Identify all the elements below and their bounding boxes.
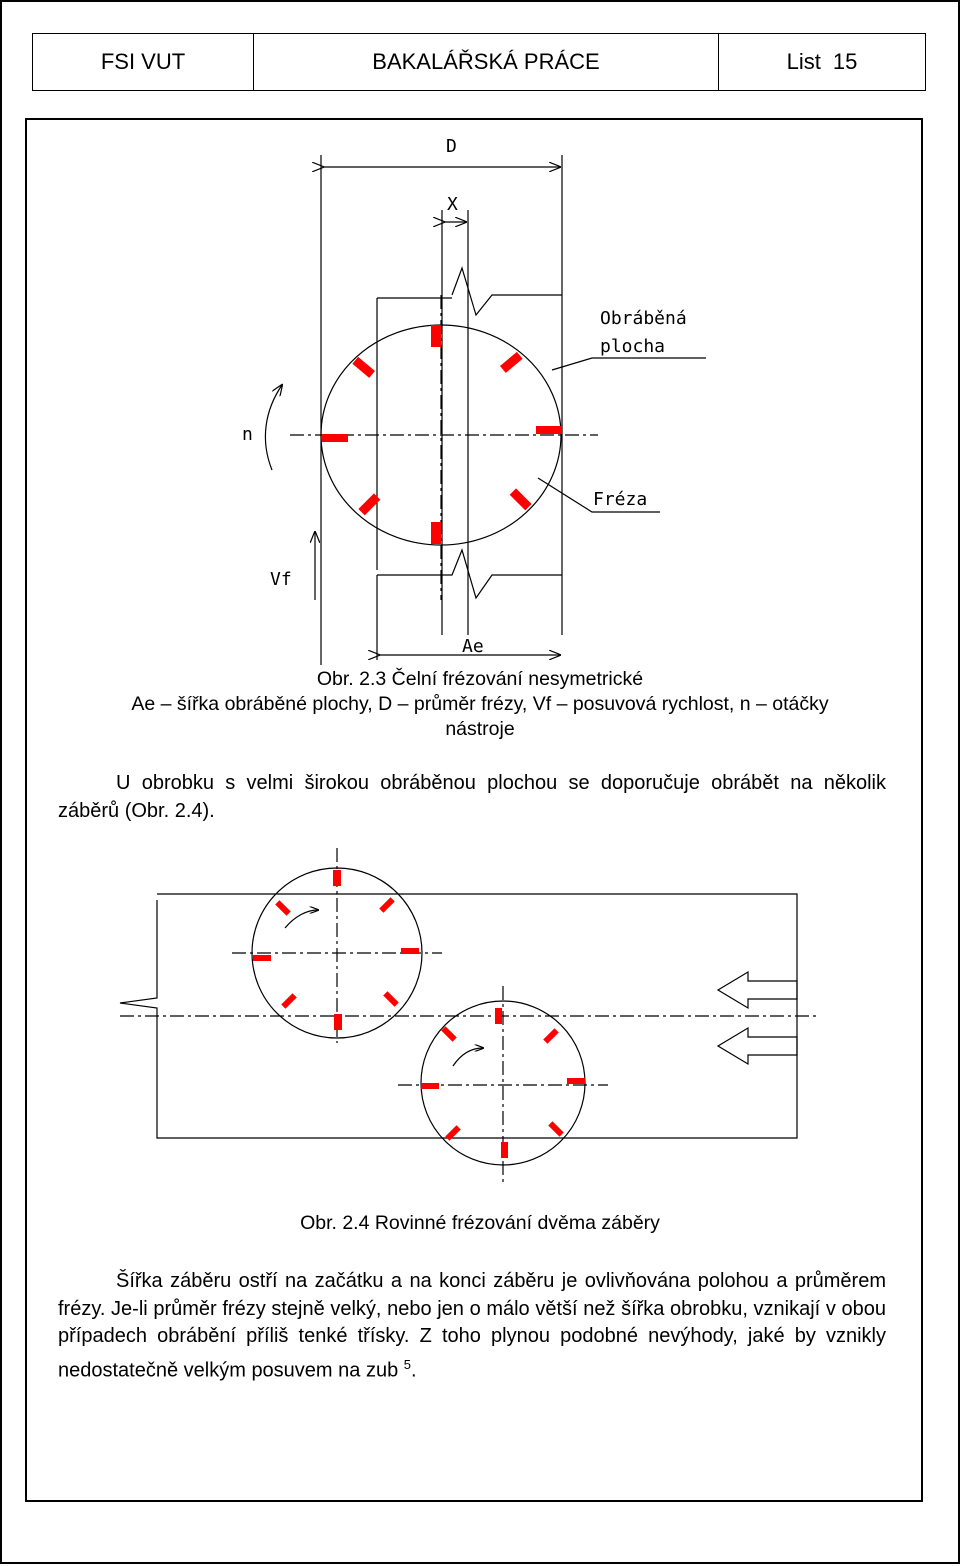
label-machined-surface-1: Obráběná <box>600 308 687 329</box>
header-sheet-label: List <box>786 49 821 74</box>
paragraph-2 <box>58 1268 886 1385</box>
label-cutter: Fréza <box>593 489 648 510</box>
label-machined-surface-2: plocha <box>600 336 666 357</box>
paragraph-2-text: Šířka záběru ostří na začátku a na konci záběru je ovlivňována polohou a průměrem frézy. Je-li průměr frézy stejně velký, nebo jen o málo větší než šířka obrobku, vznikají v obou případech obrábění příliš tenké třísky. Z toho plynou podobné nevýhody, jaké by vznikly nedostatečně velkým posuvem na zub <box>58 1270 886 1382</box>
label-rotation: n <box>242 424 253 445</box>
figure1-caption-line2: Ae – šířka obráběné plochy, D – průměr frézy, Vf – posuvová rychlost, n – otáčky <box>131 693 829 715</box>
figure1-caption <box>60 667 900 742</box>
header-title: BAKALÁŘSKÁ PRÁCE <box>254 34 719 90</box>
label-offset: X <box>447 194 458 215</box>
figure1-caption-line1: Obr. 2.3 Čelní frézování nesymetrické <box>316 668 644 690</box>
paragraph-2-end: . <box>411 1359 417 1382</box>
paragraph-1: U obrobku s velmi širokou obráběnou plochou se doporučuje obrábět na několik záběrů (Obr. 2.4). <box>58 772 886 822</box>
page-header <box>32 33 926 91</box>
figure2-caption: Obr. 2.4 Rovinné frézování dvěma záběry <box>300 1212 660 1234</box>
figure-two-pass-milling <box>115 838 825 1200</box>
header-sheet-number: 15 <box>832 49 858 74</box>
header-sheet <box>719 34 925 90</box>
header-institution: FSI VUT <box>33 34 254 90</box>
figure-face-milling <box>230 130 730 665</box>
label-diameter: D <box>446 136 457 157</box>
footnote-ref: 5 <box>403 1356 411 1372</box>
label-feed-rate: Vf <box>270 569 292 590</box>
label-cut-width: Ae <box>462 636 484 657</box>
figure1-caption-line3: nástroje <box>445 718 515 740</box>
